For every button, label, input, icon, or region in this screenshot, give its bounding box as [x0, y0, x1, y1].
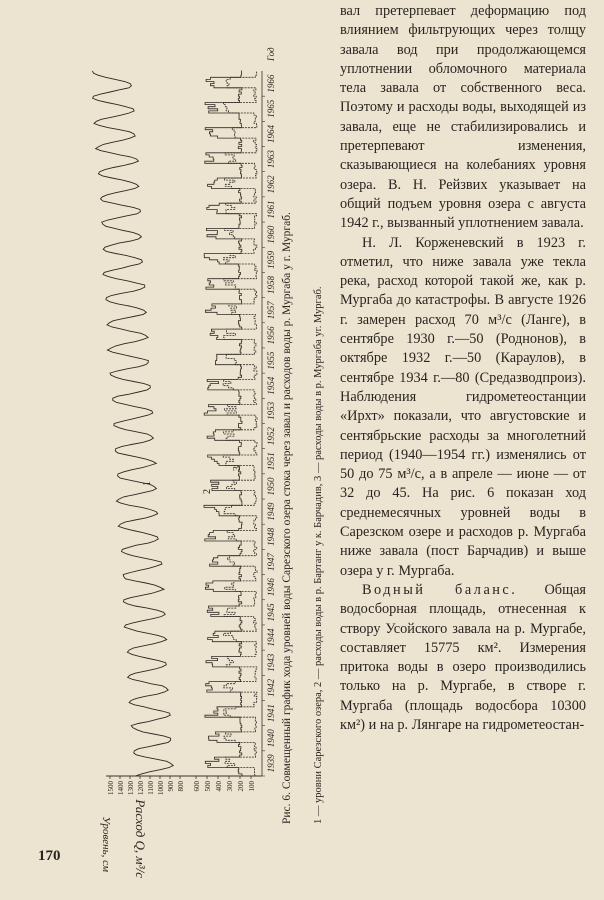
combined-graph: [92, 36, 282, 816]
level-tick-label: 800: [177, 781, 185, 792]
text-column: [340, 2, 586, 735]
year-label: 1940: [266, 729, 276, 748]
year-label: 1960: [266, 225, 276, 244]
y-axis-label-flow: Расход Q, м³/с: [133, 799, 148, 878]
year-label: 1949: [266, 502, 276, 521]
flow-tick-label: 100: [248, 781, 256, 792]
year-label: 1950: [266, 477, 276, 496]
year-label: 1955: [266, 351, 276, 370]
level-tick-label: 1000: [157, 781, 165, 795]
year-label: 1958: [266, 276, 276, 295]
year-label: 1957: [266, 301, 276, 320]
year-label: 1946: [266, 578, 276, 597]
year-label: 1963: [266, 150, 276, 169]
figure-caption: Рис. 6. Совмещенный график хода уровней воды Сарезского озера стока через завал и расходов воды р. Мургаба у г. Мургаб.: [281, 212, 293, 824]
page-number: 170: [38, 848, 61, 864]
year-label: 1956: [266, 326, 276, 345]
paragraph-3: [340, 581, 586, 735]
level-tick-label: 1400: [117, 781, 125, 795]
figure-6: [92, 36, 362, 878]
paragraph-3-body: Общая водосборная площадь, отнесенная к створу Усойского завала на р. Мургабе, составляет 15775 км². Измерения притока воды в озеро производились только на р. Мургабе, в створе г. Мургаба (площадь водосбора 10300 км²) и на р. Лянгаре на гидрометеостан-: [340, 581, 586, 733]
curve-label-2: 2: [202, 489, 213, 494]
year-axis-label: Год: [266, 47, 276, 61]
paragraph-1: вал претерпевает деформацию под влиянием фильтрующих через толщу завала вод при продолжающемся уплотнении обломочного материала тела завала от собственного веса. Поэтому и расходы воды, выходящей из завала, еще не стабилизировались и претерпевают изменения, сказывающиеся на колебаниях уровня озера. В. Н. Рейзвих указывает на общий подъем уровня озера с августа 1942 г., вызванный уплотнением завала.: [340, 3, 586, 232]
level-tick-label: 1300: [127, 781, 135, 795]
year-label: 1964: [266, 124, 276, 143]
year-label: 1939: [266, 754, 276, 773]
year-label: 1945: [266, 603, 276, 622]
y-axis-label-level: Уровень, см: [100, 816, 112, 872]
paragraph-2: Н. Л. Корженевский в 1923 г. отметил, что ниже завала уже текла река, расход которой такой же, как р. Мургаба до катастрофы. В августе 1926 г. замерен расход 70 м³/с (Ланге), в сентябре 1930 г.—50 (Роднонов), в октябре 1932 г.—50 (Караулов), в сентябре 1934 г.—80 (Средазводпроиз). Наблюдения гидрометеостанции «Ирхт» показали, что августовские и сентябрьские расходы за многолетний период (1940—1954 гг.) изменялись от 50 до 75 м³/с, а в апреле — июне — от 32 до 45. На рис. 6 показан ход среднемесячных уровней воды в Сарезском озере и расходов р. Мургаба ниже завала (пост Барчадив) и выше озера у г. Мургаба.: [340, 234, 586, 579]
flow-tick-label: 200: [237, 781, 245, 792]
year-label: 1962: [266, 175, 276, 194]
year-label: 1954: [266, 376, 276, 395]
year-label: 1959: [266, 250, 276, 269]
year-label: 1943: [266, 653, 276, 672]
level-tick-label: 900: [167, 781, 175, 792]
curve-1-lake-level: [92, 71, 173, 776]
level-tick-label: 1200: [137, 781, 145, 795]
year-label: 1952: [266, 427, 276, 446]
level-tick-label: 1500: [107, 781, 115, 795]
figure-legend: 1 — уровни Сарезского озера, 2 — расходы воды в р. Бартанг у к. Барчадив, 3 — расходы воды в р. Мургаба уг. Мургаб.: [313, 286, 324, 824]
flow-tick-label: 400: [215, 781, 223, 792]
year-label: 1944: [266, 628, 276, 647]
year-label: 1953: [266, 401, 276, 420]
section-heading-water-balance: Водный баланс.: [362, 581, 518, 598]
flow-tick-label: 600: [193, 781, 201, 792]
year-label: 1961: [266, 200, 276, 219]
flow-tick-label: 300: [226, 781, 234, 792]
year-label: 1942: [266, 678, 276, 697]
year-label: 1966: [266, 74, 276, 93]
year-label: 1965: [266, 99, 276, 118]
level-tick-label: 1100: [147, 781, 155, 795]
year-label: 1941: [266, 704, 276, 723]
curve-2-bartang-flow: [204, 71, 242, 776]
year-label: 1947: [266, 552, 276, 571]
curve-label-3: 3: [232, 466, 243, 471]
curve-label-1: 1: [142, 481, 153, 486]
year-label: 1951: [266, 452, 276, 471]
year-label: 1948: [266, 527, 276, 546]
flow-tick-label: 500: [204, 781, 212, 792]
